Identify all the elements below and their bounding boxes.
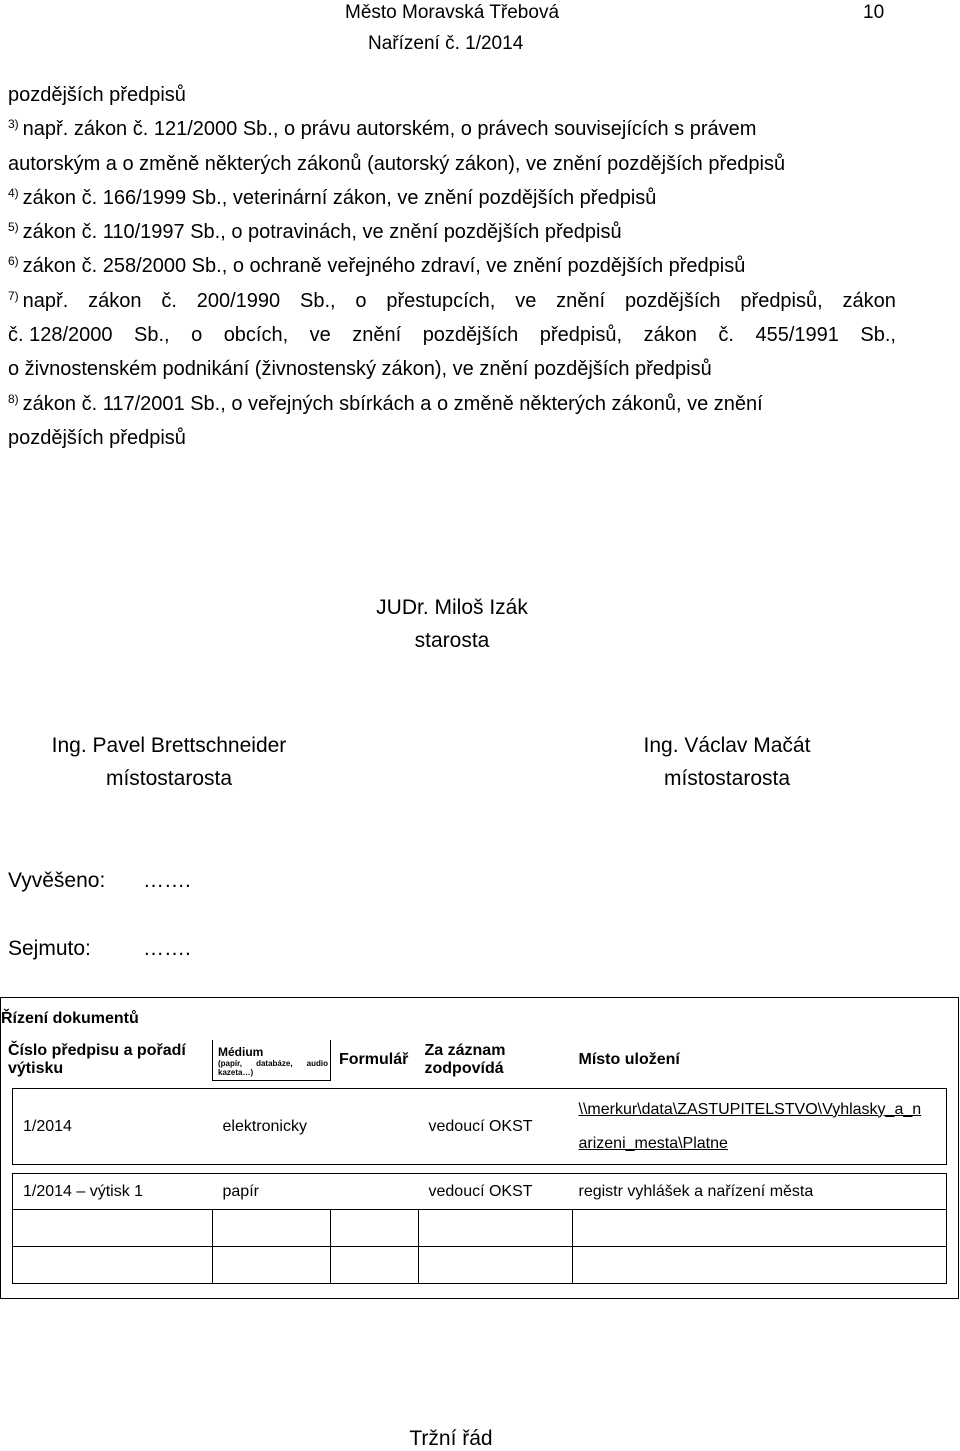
word: znění <box>352 324 402 347</box>
word: pozdějších <box>624 289 721 312</box>
cell-form <box>331 1210 419 1247</box>
table-gap <box>1 1165 959 1174</box>
cell-location <box>573 1089 947 1165</box>
row-margin <box>947 1089 959 1165</box>
signatory-role: místostarosta <box>663 767 791 790</box>
cell-location: registr vyhlášek a nařízení města <box>573 1174 947 1210</box>
signatory-name: Ing. Pavel Brettschneider <box>51 734 287 757</box>
word: přestupcích, <box>386 289 496 312</box>
removed-label: Sejmuto: <box>8 937 91 960</box>
table-row <box>1 1174 959 1210</box>
word: Sb., <box>300 289 336 312</box>
footnote-text: zákon č. 110/1997 Sb., o potravinách, ve znění pozdějších předpisů <box>22 221 622 244</box>
posted-value: ……. <box>143 869 191 892</box>
cell-medium: elektronicky <box>213 1089 331 1165</box>
footnote-mark: 6) <box>8 254 19 269</box>
header-medium <box>213 1040 331 1081</box>
row-margin <box>947 1247 959 1284</box>
footnotes <box>8 78 896 455</box>
word: např. <box>22 289 69 312</box>
row-margin <box>1 1247 13 1284</box>
posted-label: Vyvěšeno: <box>8 869 106 892</box>
cell-responsible <box>419 1247 573 1284</box>
next-section-title: Tržní řád <box>409 1427 493 1450</box>
word: č. 128/2000 <box>8 324 113 347</box>
header-copy: Číslo předpisu a pořadí výtisku <box>8 1042 186 1078</box>
signatory-name: JUDr. Miloš Izák <box>376 596 528 619</box>
table-row <box>1 1089 959 1165</box>
footnote-8 <box>8 387 896 421</box>
document-control-table <box>0 997 959 1299</box>
cell-responsible: vedoucí OKST <box>419 1089 573 1165</box>
removed-value: ……. <box>143 937 191 960</box>
footnote-mark: 5) <box>8 220 19 235</box>
storage-path-link[interactable] <box>579 1101 922 1152</box>
cell-medium: papír <box>213 1174 331 1210</box>
word: zákon <box>643 324 697 347</box>
footnote-text: zákon č. 166/1999 Sb., veterinární zákon, ve znění pozdějších předpisů <box>22 186 657 209</box>
word: (papír, <box>218 1059 243 1068</box>
word: č. <box>718 324 734 347</box>
cell-location <box>573 1210 947 1247</box>
word: databáze, <box>256 1059 293 1068</box>
medium-hint <box>218 1059 328 1068</box>
table-title-row <box>1 998 959 1041</box>
word: předpisů, <box>740 289 823 312</box>
word: zákon <box>88 289 142 312</box>
footnote-7-cont <box>8 318 896 352</box>
word: Sb., <box>860 324 896 347</box>
signatory-name: Ing. Václav Mačát <box>643 734 811 757</box>
footnote-6 <box>8 249 896 283</box>
footnote-7 <box>8 284 896 318</box>
header-organization: Město Moravská Třebová <box>345 2 560 23</box>
word: obcích, <box>223 324 289 347</box>
cell-responsible: vedoucí OKST <box>419 1174 573 1210</box>
header-form: Formulář <box>339 1051 409 1069</box>
path-line: arizeni_mesta\Platne <box>578 1134 728 1152</box>
word: pozdějších <box>422 324 519 347</box>
word: 200/1990 <box>196 289 281 312</box>
cell-copy: 1/2014 <box>13 1089 213 1165</box>
row-margin <box>1 1174 13 1210</box>
footnote-mark: 7) <box>8 288 19 303</box>
footnote-3-cont: autorským a o změně některých zákonů (autorský zákon), ve znění pozdějších předpisů <box>8 152 786 175</box>
cell-responsible <box>419 1210 573 1247</box>
row-margin <box>947 1210 959 1247</box>
word: ve <box>515 289 537 312</box>
table-gap <box>1 1284 959 1299</box>
footnote-text: zákon č. 117/2001 Sb., o veřejných sbírkách a o změně některých zákonů, ve znění <box>22 392 763 415</box>
header-responsible: Za záznam zodpovídá <box>424 1042 506 1078</box>
signature-deputy-1 <box>19 729 319 795</box>
cell-form <box>331 1174 419 1210</box>
word: o <box>355 289 367 312</box>
footnote-7-cont2: o živnostenském podnikání (živnostenský zákon), ve znění pozdějších předpisů <box>8 358 712 381</box>
footnote-4 <box>8 181 896 215</box>
header-document: Nařízení č. 1/2014 <box>368 33 524 54</box>
table-title: Řízení dokumentů <box>1 1010 139 1027</box>
cell-medium <box>213 1247 331 1284</box>
footnote-text: např. zákon č. 121/2000 Sb., o právu autorském, o právech souvisejících s právem <box>22 118 757 141</box>
footnote-3 <box>8 112 896 146</box>
path-line: \\merkur\data\ZASTUPITELSTVO\Vyhlasky_a_n <box>578 1100 922 1118</box>
signatory-role: místostarosta <box>105 767 233 790</box>
table-header-row <box>1 1040 959 1081</box>
word: ve <box>309 324 331 347</box>
word: zákon <box>842 289 896 312</box>
row-margin <box>1 1089 13 1165</box>
word: č. <box>161 289 177 312</box>
word: předpisů, <box>539 324 623 347</box>
cell-copy <box>13 1210 213 1247</box>
row-margin <box>947 1174 959 1210</box>
footnote-8-cont: pozdějších předpisů <box>8 426 186 449</box>
medium-title: Médium <box>218 1045 264 1059</box>
footnote-mark-group <box>8 284 68 318</box>
header-location: Místo uložení <box>578 1051 680 1069</box>
word: Sb., <box>134 324 170 347</box>
table-row <box>1 1210 959 1247</box>
signatory-role: starosta <box>414 629 490 652</box>
footnote-continuation: pozdějších předpisů <box>8 84 186 106</box>
word: o <box>191 324 203 347</box>
footnote-5 <box>8 215 896 249</box>
footnote-mark: 4) <box>8 185 19 200</box>
word: 455/1991 <box>755 324 839 347</box>
table-gap <box>1 1081 959 1089</box>
signature-mayor <box>302 591 602 657</box>
word: znění <box>556 289 606 312</box>
cell-location <box>573 1247 947 1284</box>
footnote-mark: 3) <box>8 117 19 132</box>
cell-copy: 1/2014 – výtisk 1 <box>13 1174 213 1210</box>
signature-deputy-2 <box>577 729 877 795</box>
cell-medium <box>213 1210 331 1247</box>
cell-form <box>331 1247 419 1284</box>
cell-form <box>331 1089 419 1165</box>
word: audio <box>306 1059 328 1068</box>
row-margin <box>1 1210 13 1247</box>
medium-hint-line2: kazeta…) <box>218 1068 254 1077</box>
footnote-text: zákon č. 258/2000 Sb., o ochraně veřejného zdraví, ve znění pozdějších předpisů <box>22 255 746 278</box>
table-row <box>1 1247 959 1284</box>
cell-copy <box>13 1247 213 1284</box>
footnote-mark: 8) <box>8 391 19 406</box>
page-number: 10 <box>863 2 885 23</box>
